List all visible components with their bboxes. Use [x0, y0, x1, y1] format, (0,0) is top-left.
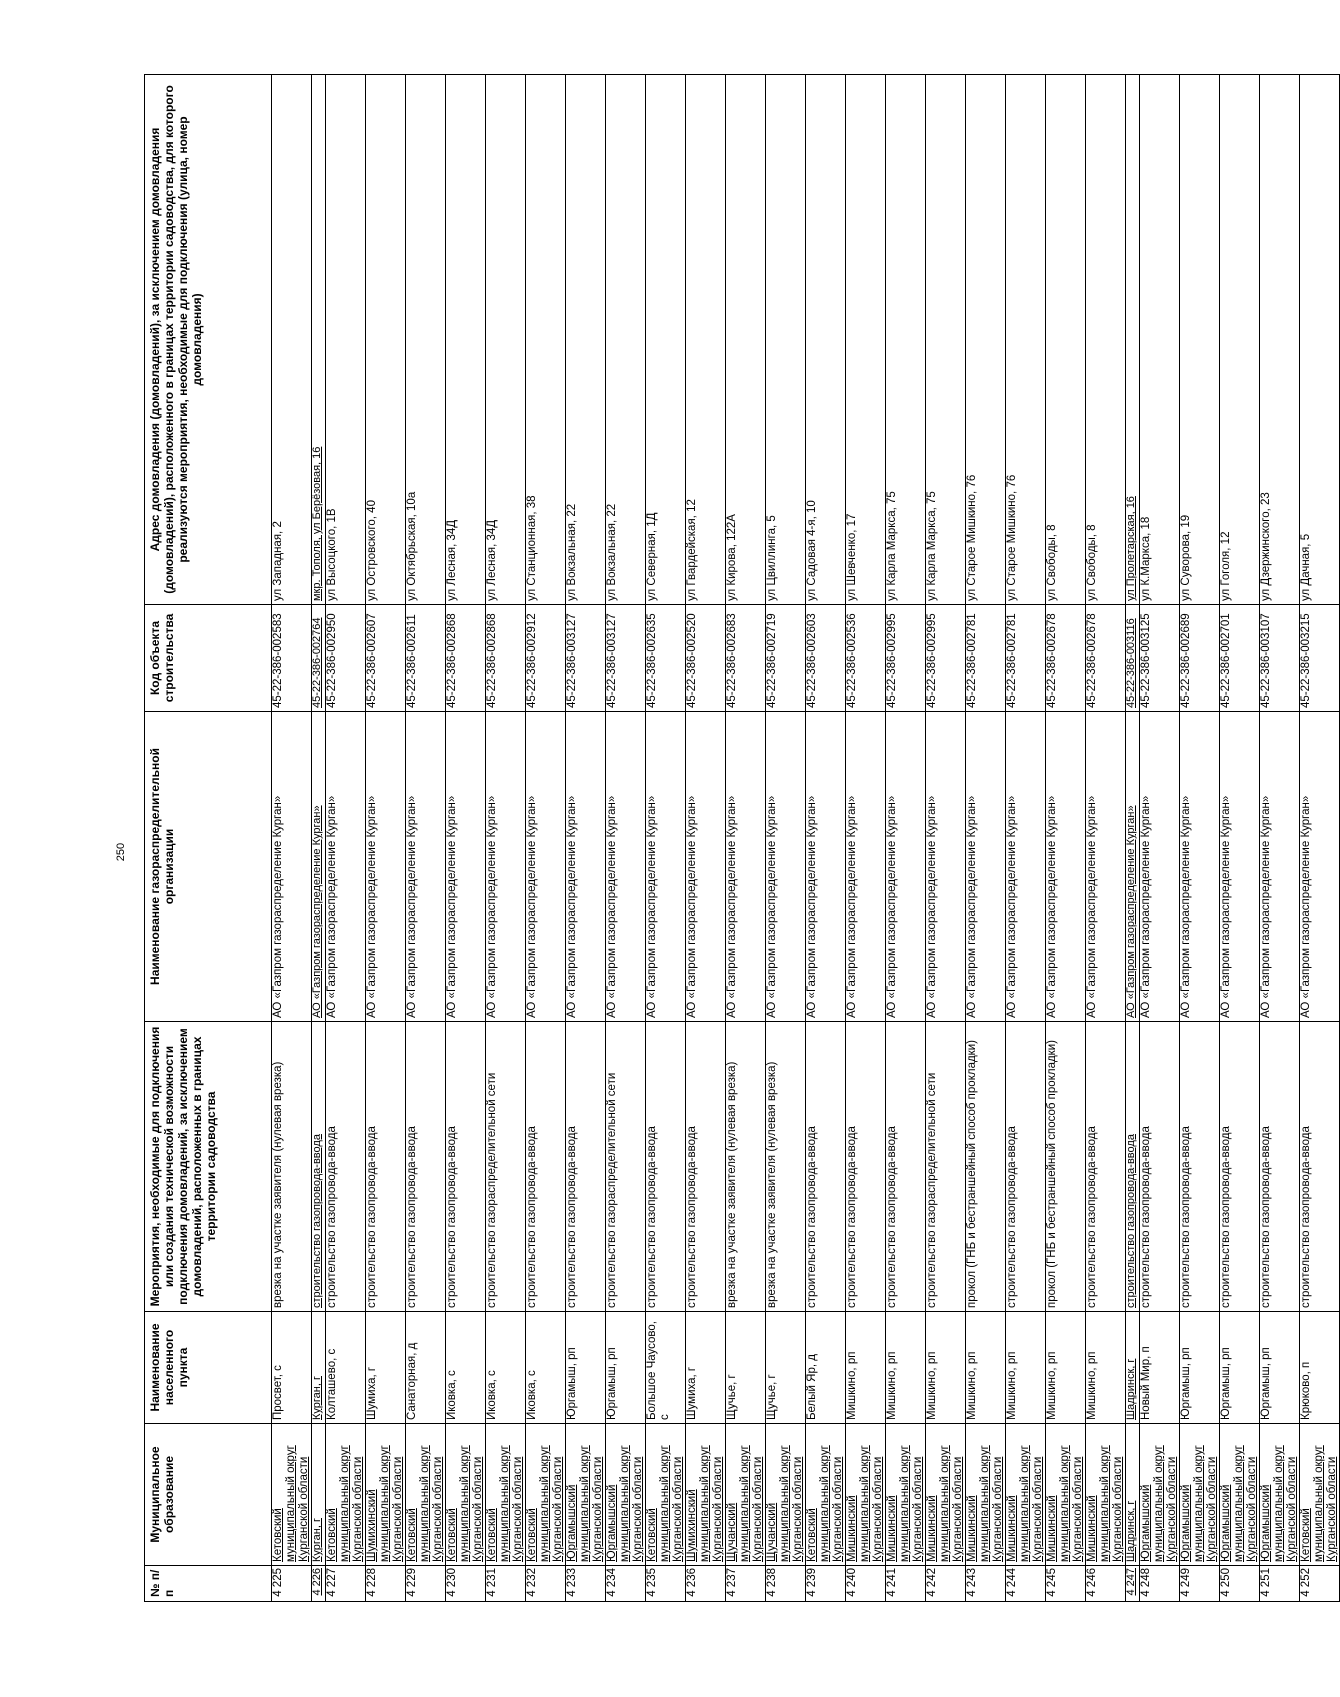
cell-org: АО «Газпром газораспределение Курган» — [446, 712, 486, 1022]
cell-code: 45-22-386-003116 — [1126, 605, 1140, 712]
cell-address: ул Шевченко, 17 — [846, 75, 886, 605]
cell-municipality: Кетовский муниципальный округ Курганской области — [272, 1424, 312, 1566]
cell-municipality: Кетовский муниципальный округ Курганской области — [526, 1424, 566, 1566]
cell-settlement: Иковка, с — [526, 1312, 566, 1424]
cell-code: 45-22-386-002689 — [1180, 605, 1220, 712]
cell-settlement: Юргамыш, рп — [1220, 1312, 1260, 1424]
table-row — [446, 75, 486, 1602]
cell-measure: строительство газопровода-ввода — [886, 1022, 926, 1312]
cell-code: 45-22-386-002764 — [312, 605, 326, 712]
cell-measure: прокол (ГНБ и бестраншейный способ прокладки) — [1046, 1022, 1086, 1312]
cell-settlement: Мишкино, рп — [1046, 1312, 1086, 1424]
cell-municipality: Кетовский муниципальный округ Курганской области — [486, 1424, 526, 1566]
cell-num: 4 232 — [526, 1566, 566, 1602]
cell-measure: врезка на участке заявителя (нулевая врезка) — [272, 1022, 312, 1312]
cell-settlement: Юргамыш, рп — [566, 1312, 606, 1424]
cell-org: АО «Газпром газораспределение Курган» — [1126, 712, 1140, 1022]
table-row — [606, 75, 646, 1602]
cell-code: 45-22-386-003107 — [1260, 605, 1300, 712]
header-org: Наименование газораспределительной организации — [145, 712, 272, 1022]
cell-settlement: Иковка, с — [446, 1312, 486, 1424]
cell-municipality: Кетовский муниципальный округ Курганской области — [806, 1424, 846, 1566]
cell-municipality: Юргамышский муниципальный округ Курганской области — [566, 1424, 606, 1566]
cell-num: 4 242 — [926, 1566, 966, 1602]
cell-settlement: Курган, г — [312, 1312, 326, 1424]
cell-settlement: Юргамыш, рп — [1260, 1312, 1300, 1424]
cell-measure: строительство газораспределительной сети — [606, 1022, 646, 1312]
cell-code: 45-22-386-002683 — [726, 605, 766, 712]
cell-org: АО «Газпром газораспределение Курган» — [846, 712, 886, 1022]
cell-address: ул Карла Маркса, 75 — [886, 75, 926, 605]
cell-org: АО «Газпром газораспределение Курган» — [686, 712, 726, 1022]
cell-municipality: Кетовский муниципальный округ Курганской области — [1300, 1424, 1340, 1566]
cell-num: 4 252 — [1300, 1566, 1340, 1602]
cell-municipality: Курган, г — [312, 1424, 326, 1566]
table-row — [312, 75, 326, 1602]
cell-num: 4 251 — [1260, 1566, 1300, 1602]
cell-measure: прокол (ГНБ и бестраншейный способ прокладки) — [966, 1022, 1006, 1312]
cell-measure: строительство газопровода-ввода — [326, 1022, 366, 1312]
cell-org: АО «Газпром газораспределение Курган» — [486, 712, 526, 1022]
header-row — [145, 75, 272, 1602]
header-num: № п/п — [145, 1566, 272, 1602]
cell-address: ул Октябрьская, 10а — [406, 75, 446, 605]
cell-address: ул Вокзальная, 22 — [606, 75, 646, 605]
cell-address: ул Дачная, 5 — [1300, 75, 1340, 605]
cell-code: 45-22-386-002719 — [766, 605, 806, 712]
cell-measure: строительство газопровода-ввода — [566, 1022, 606, 1312]
cell-address: ул Островского, 40 — [366, 75, 406, 605]
cell-code: 45-22-386-002781 — [966, 605, 1006, 712]
table-row — [646, 75, 686, 1602]
cell-address: ул Гвардейская, 12 — [686, 75, 726, 605]
cell-measure: строительство газопровода-ввода — [406, 1022, 446, 1312]
table-row — [1006, 75, 1046, 1602]
cell-org: АО «Газпром газораспределение Курган» — [1260, 712, 1300, 1022]
table-row — [1046, 75, 1086, 1602]
table-row — [1300, 75, 1340, 1602]
cell-org: АО «Газпром газораспределение Курган» — [886, 712, 926, 1022]
cell-address: ул Северная, 1Д — [646, 75, 686, 605]
table-row — [566, 75, 606, 1602]
cell-num: 4 235 — [646, 1566, 686, 1602]
cell-municipality: Мишкинский муниципальный округ Курганской области — [886, 1424, 926, 1566]
table-row — [1140, 75, 1180, 1602]
cell-address: ул Суворова, 19 — [1180, 75, 1220, 605]
cell-code: 45-22-386-002536 — [846, 605, 886, 712]
header-settlement: Наименование населенного пункта — [145, 1312, 272, 1424]
cell-measure: строительство газопровода-ввода — [806, 1022, 846, 1312]
cell-num: 4 225 — [272, 1566, 312, 1602]
table-row — [886, 75, 926, 1602]
cell-measure: строительство газопровода-ввода — [446, 1022, 486, 1312]
cell-settlement: Новый Мир, п — [1140, 1312, 1180, 1424]
cell-code: 45-22-386-002635 — [646, 605, 686, 712]
cell-measure: строительство газопровода-ввода — [1180, 1022, 1220, 1312]
cell-num: 4 226 — [312, 1566, 326, 1602]
cell-measure: строительство газопровода-ввода — [526, 1022, 566, 1312]
cell-code: 45-22-386-002995 — [926, 605, 966, 712]
cell-municipality: Шадринск, г — [1126, 1424, 1140, 1566]
cell-settlement: Просвет, с — [272, 1312, 312, 1424]
cell-settlement: Колташево, с — [326, 1312, 366, 1424]
cell-measure: строительство газопровода-ввода — [1300, 1022, 1340, 1312]
gas-connection-table — [144, 74, 1340, 1602]
cell-municipality: Юргамышский муниципальный округ Курганской области — [1260, 1424, 1300, 1566]
table-row — [1086, 75, 1126, 1602]
cell-org: АО «Газпром газораспределение Курган» — [1220, 712, 1260, 1022]
cell-address: ул Станционная, 38 — [526, 75, 566, 605]
cell-municipality: Мишкинский муниципальный округ Курганской области — [1006, 1424, 1046, 1566]
cell-settlement: Щучье, г — [766, 1312, 806, 1424]
cell-address: ул Свободы, 8 — [1046, 75, 1086, 605]
table-row — [326, 75, 366, 1602]
table-row — [686, 75, 726, 1602]
cell-municipality: Кетовский муниципальный округ Курганской области — [326, 1424, 366, 1566]
cell-settlement: Мишкино, рп — [886, 1312, 926, 1424]
cell-num: 4 248 — [1140, 1566, 1180, 1602]
cell-municipality: Кетовский муниципальный округ Курганской области — [406, 1424, 446, 1566]
cell-org: АО «Газпром газораспределение Курган» — [606, 712, 646, 1022]
cell-code: 45-22-386-002868 — [486, 605, 526, 712]
table-row — [926, 75, 966, 1602]
cell-code: 45-22-386-002603 — [806, 605, 846, 712]
table-row — [526, 75, 566, 1602]
header-code: Код объекта строительства — [145, 605, 272, 712]
cell-org: АО «Газпром газораспределение Курган» — [312, 712, 326, 1022]
cell-num: 4 234 — [606, 1566, 646, 1602]
cell-measure: строительство газораспределительной сети — [926, 1022, 966, 1312]
cell-org: АО «Газпром газораспределение Курган» — [646, 712, 686, 1022]
cell-address: ул Лесная, 34Д — [486, 75, 526, 605]
cell-code: 45-22-386-002611 — [406, 605, 446, 712]
cell-address: ул Лесная, 34Д — [446, 75, 486, 605]
cell-num: 4 244 — [1006, 1566, 1046, 1602]
table-row — [406, 75, 446, 1602]
cell-num: 4 238 — [766, 1566, 806, 1602]
cell-municipality: Шумихинский муниципальный округ Курганской области — [366, 1424, 406, 1566]
cell-num: 4 239 — [806, 1566, 846, 1602]
cell-settlement: Иковка, с — [486, 1312, 526, 1424]
table-row — [766, 75, 806, 1602]
cell-address: ул Кирова, 122А — [726, 75, 766, 605]
cell-measure: строительство газопровода-ввода — [1220, 1022, 1260, 1312]
cell-code: 45-22-386-002781 — [1006, 605, 1046, 712]
cell-municipality: Мишкинский муниципальный округ Курганской области — [1086, 1424, 1126, 1566]
cell-num: 4 229 — [406, 1566, 446, 1602]
cell-measure: строительство газопровода-ввода — [312, 1022, 326, 1312]
cell-settlement: Мишкино, рп — [1006, 1312, 1046, 1424]
cell-measure: строительство газопровода-ввода — [646, 1022, 686, 1312]
cell-code: 45-22-386-003127 — [566, 605, 606, 712]
cell-measure: строительство газопровода-ввода — [1260, 1022, 1300, 1312]
cell-org: АО «Газпром газораспределение Курган» — [766, 712, 806, 1022]
cell-code: 45-22-386-002950 — [326, 605, 366, 712]
cell-org: АО «Газпром газораспределение Курган» — [966, 712, 1006, 1022]
cell-num: 4 231 — [486, 1566, 526, 1602]
cell-municipality: Кетовский муниципальный округ Курганской области — [646, 1424, 686, 1566]
cell-measure: врезка на участке заявителя (нулевая врезка) — [766, 1022, 806, 1312]
cell-code: 45-22-386-002583 — [272, 605, 312, 712]
table-row — [1180, 75, 1220, 1602]
cell-num: 4 245 — [1046, 1566, 1086, 1602]
cell-num: 4 243 — [966, 1566, 1006, 1602]
cell-municipality: Юргамышский муниципальный округ Курганской области — [1180, 1424, 1220, 1566]
table-row — [966, 75, 1006, 1602]
cell-org: АО «Газпром газораспределение Курган» — [806, 712, 846, 1022]
cell-municipality: Щучанский муниципальный округ Курганской области — [726, 1424, 766, 1566]
cell-num: 4 250 — [1220, 1566, 1260, 1602]
cell-settlement: Мишкино, рп — [966, 1312, 1006, 1424]
cell-code: 45-22-386-002912 — [526, 605, 566, 712]
page-number: 250 — [115, 842, 127, 862]
cell-municipality: Юргамышский муниципальный округ Курганской области — [606, 1424, 646, 1566]
cell-code: 45-22-386-003127 — [606, 605, 646, 712]
cell-org: АО «Газпром газораспределение Курган» — [1006, 712, 1046, 1022]
cell-municipality: Мишкинский муниципальный округ Курганской области — [846, 1424, 886, 1566]
cell-code: 45-22-386-002520 — [686, 605, 726, 712]
cell-num: 4 230 — [446, 1566, 486, 1602]
cell-measure: строительство газопровода-ввода — [1006, 1022, 1046, 1312]
cell-address: ул Карла Маркса, 75 — [926, 75, 966, 605]
cell-municipality: Мишкинский муниципальный округ Курганской области — [966, 1424, 1006, 1566]
cell-measure: строительство газопровода-ввода — [1126, 1022, 1140, 1312]
cell-address: ул Свободы, 8 — [1086, 75, 1126, 605]
header-address: Адрес домовладения (домовладений), за исключением домовладения (домовладений), расположенного в границах территории садоводства, для которого реализуются мероприятия, необходимые для подключения (улица, номер домовладения) — [145, 75, 272, 605]
cell-address: ул Пролетарская, 16 — [1126, 75, 1140, 605]
cell-org: АО «Газпром газораспределение Курган» — [926, 712, 966, 1022]
cell-municipality: Юргамышский муниципальный округ Курганской области — [1140, 1424, 1180, 1566]
table-row — [366, 75, 406, 1602]
cell-measure: строительство газопровода-ввода — [1086, 1022, 1126, 1312]
cell-num: 4 227 — [326, 1566, 366, 1602]
rotated-table-sheet — [144, 75, 1338, 1602]
cell-code: 45-22-386-003215 — [1300, 605, 1340, 712]
table-row — [486, 75, 526, 1602]
table-row — [1260, 75, 1300, 1602]
cell-municipality: Кетовский муниципальный округ Курганской области — [446, 1424, 486, 1566]
cell-num: 4 228 — [366, 1566, 406, 1602]
cell-code: 45-22-386-003125 — [1140, 605, 1180, 712]
cell-num: 4 233 — [566, 1566, 606, 1602]
cell-settlement: Белый Яр, д — [806, 1312, 846, 1424]
cell-address: ул Цвиллинга, 5 — [766, 75, 806, 605]
cell-measure: строительство газопровода-ввода — [366, 1022, 406, 1312]
cell-settlement: Щучье, г — [726, 1312, 766, 1424]
cell-org: АО «Газпром газораспределение Курган» — [1046, 712, 1086, 1022]
cell-address: мкр. Тополя, ул Берёзовая, 16 — [312, 75, 326, 605]
cell-settlement: Мишкино, рп — [926, 1312, 966, 1424]
cell-measure: строительство газопровода-ввода — [1140, 1022, 1180, 1312]
cell-num: 4 236 — [686, 1566, 726, 1602]
cell-settlement: Санаторная, д — [406, 1312, 446, 1424]
cell-org: АО «Газпром газораспределение Курган» — [366, 712, 406, 1022]
cell-address: ул Западная, 2 — [272, 75, 312, 605]
cell-address: ул К.Маркса, 18 — [1140, 75, 1180, 605]
cell-settlement: Мишкино, рп — [846, 1312, 886, 1424]
table-row — [272, 75, 312, 1602]
cell-municipality: Юргамышский муниципальный округ Курганской области — [1220, 1424, 1260, 1566]
cell-org: АО «Газпром газораспределение Курган» — [726, 712, 766, 1022]
cell-municipality: Щучанский муниципальный округ Курганской области — [766, 1424, 806, 1566]
cell-org: АО «Газпром газораспределение Курган» — [1180, 712, 1220, 1022]
table-row — [726, 75, 766, 1602]
cell-org: АО «Газпром газораспределение Курган» — [1140, 712, 1180, 1022]
cell-measure: строительство газораспределительной сети — [486, 1022, 526, 1312]
cell-num: 4 237 — [726, 1566, 766, 1602]
cell-org: АО «Газпром газораспределение Курган» — [1300, 712, 1340, 1022]
cell-address: ул Садовая 4-я, 10 — [806, 75, 846, 605]
cell-org: АО «Газпром газораспределение Курган» — [272, 712, 312, 1022]
cell-num: 4 247 — [1126, 1566, 1140, 1602]
table-row — [1126, 75, 1140, 1602]
cell-settlement: Шадринск, г — [1126, 1312, 1140, 1424]
table-row — [806, 75, 846, 1602]
header-measure: Мероприятия, необходимые для подключения или создания технической возможности подключения домовладений, за исключением домовладений, расположенных в границах территории садоводства — [145, 1022, 272, 1312]
table-row — [846, 75, 886, 1602]
cell-num: 4 246 — [1086, 1566, 1126, 1602]
cell-municipality: Мишкинский муниципальный округ Курганской области — [926, 1424, 966, 1566]
header-municipality: Муниципальное образование — [145, 1424, 272, 1566]
cell-settlement: Шумиха, г — [366, 1312, 406, 1424]
table-row — [1220, 75, 1260, 1602]
cell-num: 4 241 — [886, 1566, 926, 1602]
cell-org: АО «Газпром газораспределение Курган» — [1086, 712, 1126, 1022]
cell-settlement: Юргамыш, рп — [606, 1312, 646, 1424]
cell-code: 45-22-386-002995 — [886, 605, 926, 712]
cell-measure: строительство газопровода-ввода — [686, 1022, 726, 1312]
cell-code: 45-22-386-002701 — [1220, 605, 1260, 712]
table-body — [272, 75, 1340, 1602]
cell-measure: врезка на участке заявителя (нулевая врезка) — [726, 1022, 766, 1312]
cell-settlement: Большое Чаусово, с — [646, 1312, 686, 1424]
cell-settlement: Шумиха, г — [686, 1312, 726, 1424]
cell-municipality: Шумихинский муниципальный округ Курганской области — [686, 1424, 726, 1566]
cell-address: ул Дзержинского, 23 — [1260, 75, 1300, 605]
cell-code: 45-22-386-002678 — [1086, 605, 1126, 712]
cell-address: ул Гоголя, 12 — [1220, 75, 1260, 605]
cell-org: АО «Газпром газораспределение Курган» — [566, 712, 606, 1022]
cell-org: АО «Газпром газораспределение Курган» — [526, 712, 566, 1022]
cell-measure: строительство газопровода-ввода — [846, 1022, 886, 1312]
cell-address: ул Старое Мишкино, 76 — [1006, 75, 1046, 605]
cell-code: 45-22-386-002868 — [446, 605, 486, 712]
cell-org: АО «Газпром газораспределение Курган» — [326, 712, 366, 1022]
cell-code: 45-22-386-002678 — [1046, 605, 1086, 712]
cell-code: 45-22-386-002607 — [366, 605, 406, 712]
cell-address: ул Вокзальная, 22 — [566, 75, 606, 605]
cell-address: ул Старое Мишкино, 76 — [966, 75, 1006, 605]
cell-org: АО «Газпром газораспределение Курган» — [406, 712, 446, 1022]
cell-num: 4 249 — [1180, 1566, 1220, 1602]
cell-municipality: Мишкинский муниципальный округ Курганской области — [1046, 1424, 1086, 1566]
cell-num: 4 240 — [846, 1566, 886, 1602]
cell-settlement: Крюково, п — [1300, 1312, 1340, 1424]
cell-address: ул Высоцкого, 1В — [326, 75, 366, 605]
cell-settlement: Юргамыш, рп — [1180, 1312, 1220, 1424]
cell-settlement: Мишкино, рп — [1086, 1312, 1126, 1424]
